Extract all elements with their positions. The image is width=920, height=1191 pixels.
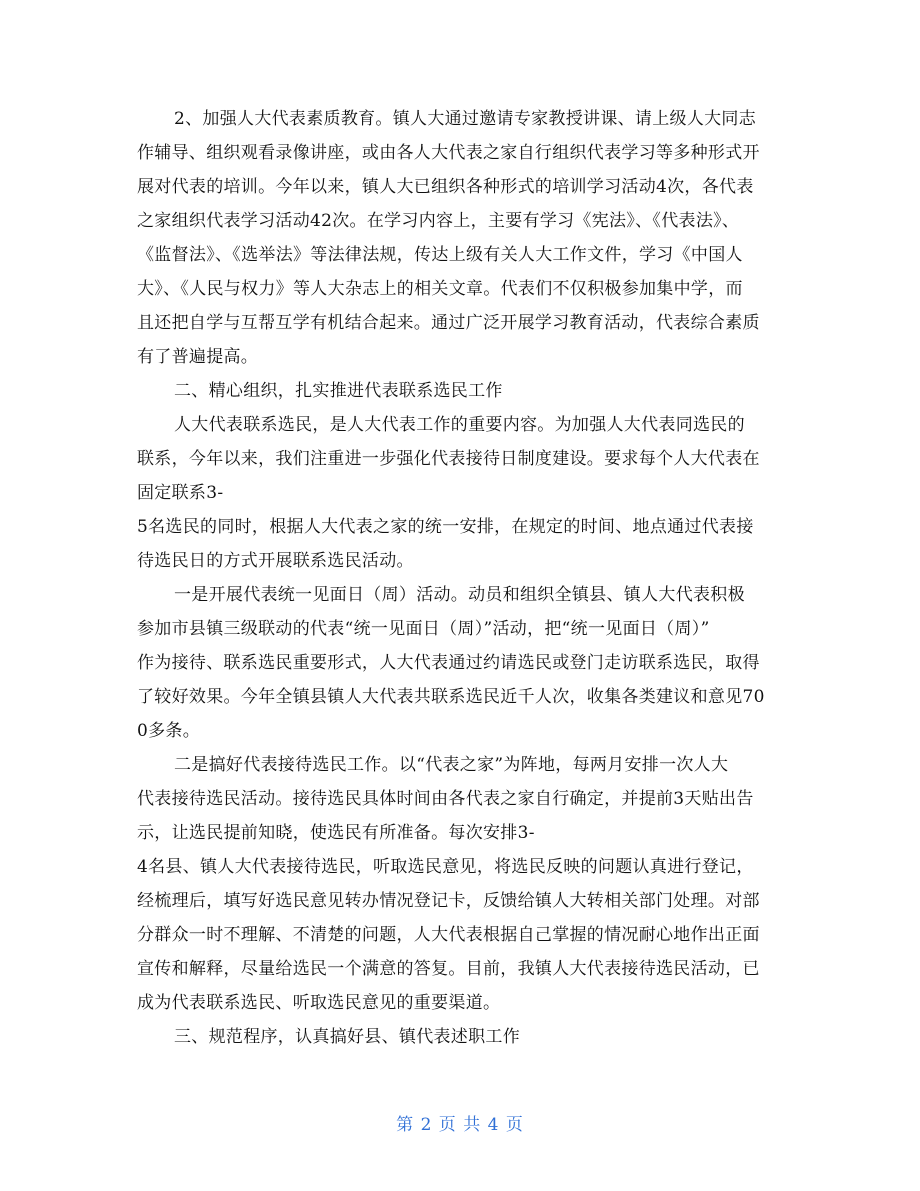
paragraph-line: 《监督法》、《选举法》等法律法规，传达上级有关人大工作文件，学习《中国人 bbox=[137, 245, 743, 265]
paragraph-line: 且还把自学与互帮互学有机结合起来。通过广泛开展学习教育活动，代表综合素质 bbox=[137, 313, 760, 333]
paragraph-line: 0多条。 bbox=[137, 721, 201, 741]
paragraph-line: 宣传和解释，尽量给选民一个满意的答复。目前，我镇人大代表接待选民活动，已 bbox=[137, 959, 760, 979]
paragraph-line: 联系，今年以来，我们注重进一步强化代表接待日制度建设。要求每个人大代表在 bbox=[137, 449, 760, 469]
paragraph-line: 分群众一时不理解、不清楚的问题，人大代表根据自己掌握的情况耐心地作出正面 bbox=[137, 925, 760, 945]
section-heading: 二、精心组织，扎实推进代表联系选民工作 bbox=[174, 381, 503, 401]
document-body bbox=[137, 102, 787, 1054]
paragraph-line: 一是开展代表统一见面日（周）活动。动员和组织全镇县、镇人大代表积极 bbox=[174, 585, 745, 605]
paragraph-line: 4名县、镇人大代表接待选民，听取选民意见，将选民反映的问题认真进行登记， bbox=[137, 857, 754, 877]
paragraph-line: 二是搞好代表接待选民工作。以“代表之家”为阵地，每两月安排一次人大 bbox=[174, 755, 729, 775]
paragraph-line: 代表接待选民活动。接待选民具体时间由各代表之家自行确定，并提前3天贴出告 bbox=[137, 789, 754, 809]
paragraph-line: 2、加强人大代表素质教育。镇人大通过邀请专家教授讲课、请上级人大同志 bbox=[174, 109, 757, 129]
paragraph-line: 示，让选民提前知晓，使选民有所准备。每次安排3- bbox=[137, 823, 535, 843]
paragraph-line: 人大代表联系选民，是人大代表工作的重要内容。为加强人大代表同选民的 bbox=[174, 415, 745, 435]
paragraph-line: 参加市县镇三级联动的代表“统一见面日（周）”活动，把“统一见面日（周）” bbox=[137, 619, 710, 639]
paragraph-line: 了较好效果。今年全镇县镇人大代表共联系选民近千人次，收集各类建议和意见70 bbox=[137, 687, 765, 707]
paragraph-line: 作为接待、联系选民重要形式，人大代表通过约请选民或登门走访联系选民，取得 bbox=[137, 653, 760, 673]
paragraph-line: 大》、《人民与权力》等人大杂志上的相关文章。代表们不仅积极参加集中学，而 bbox=[137, 279, 743, 299]
paragraph-line: 成为代表联系选民、听取选民意见的重要渠道。 bbox=[137, 993, 501, 1013]
paragraph-line: 固定联系3- bbox=[137, 483, 224, 503]
paragraph-line: 有了普遍提高。 bbox=[137, 347, 259, 367]
paragraph-line: 展对代表的培训。今年以来，镇人大已组织各种形式的培训学习活动4次，各代表 bbox=[137, 177, 754, 197]
paragraph-line: 5名选民的同时，根据人大代表之家的统一安排，在规定的时间、地点通过代表接 bbox=[137, 517, 754, 537]
section-heading: 三、规范程序，认真搞好县、镇代表述职工作 bbox=[174, 1027, 520, 1047]
paragraph-line: 经梳理后，填写好选民意见转办情况登记卡，反馈给镇人大转相关部门处理。对部 bbox=[137, 891, 760, 911]
page-number-footer: 第 2 页 共 4 页 bbox=[396, 1115, 524, 1135]
paragraph-line: 之家组织代表学习活动42次。在学习内容上，主要有学习《宪法》、《代表法》、 bbox=[137, 211, 740, 231]
paragraph-line: 作辅导、组织观看录像讲座，或由各人大代表之家自行组织代表学习等多种形式开 bbox=[137, 143, 760, 163]
paragraph-line: 待选民日的方式开展联系选民活动。 bbox=[137, 551, 414, 571]
